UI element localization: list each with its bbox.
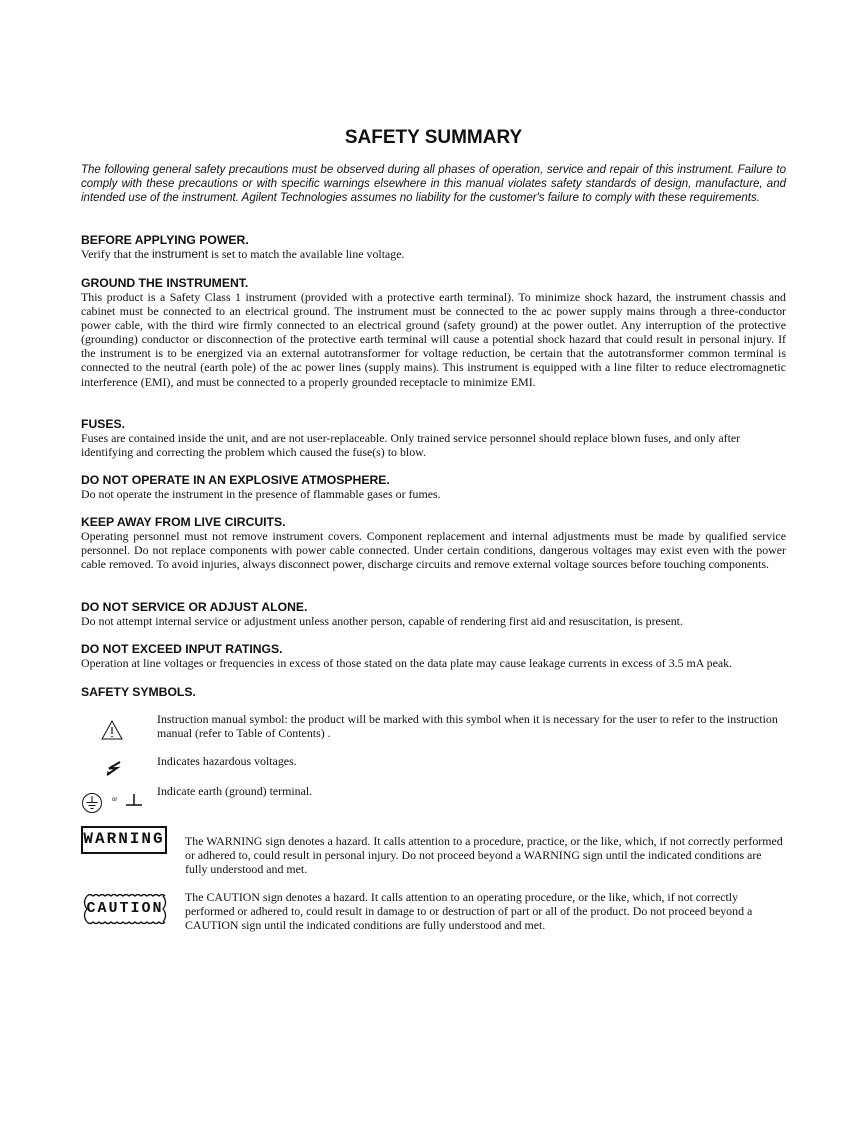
instruction-manual-triangle-icon: [101, 720, 123, 740]
section-service-alone: [81, 600, 786, 628]
symbol-description: Indicate earth (ground) terminal.: [157, 784, 313, 798]
section-body: Operation at line voltages or frequencies in excess of those stated on the data plate may cause leakage currents in excess of 3.5 mA peak.: [81, 656, 733, 670]
section-safety-symbols: [81, 685, 786, 699]
caution-label: CAUTION: [86, 900, 164, 917]
symbol-description: Instruction manual symbol: the product will be marked with this symbol when it is necessary for the user to refer to the instruction manual (refer to Table of Contents) .: [157, 712, 778, 741]
caution-sign: [81, 892, 169, 926]
protective-earth-icon: [81, 792, 103, 814]
section-heading: GROUND THE INSTRUMENT.: [81, 276, 249, 290]
hazardous-voltage-icon: [105, 760, 123, 776]
symbol-description: Indicates hazardous voltages.: [157, 754, 297, 768]
page-title: SAFETY SUMMARY: [344, 127, 523, 148]
section-heading: FUSES.: [81, 417, 126, 431]
body-text: Verify that the: [81, 247, 152, 261]
section-heading: SAFETY SYMBOLS.: [81, 685, 196, 699]
or-label: or: [112, 797, 118, 803]
symbol-row-hazardous-voltage: [81, 754, 786, 780]
section-body: Fuses are contained inside the unit, and are not user-replaceable. Only trained service personnel should replace blown fuses, and only after identifying and correcting the problem which caused the fuse(s) to blow.: [81, 431, 741, 460]
symbol-row-instruction-manual: [81, 712, 786, 744]
section-ground-the-instrument: [81, 276, 786, 389]
earth-ground-icon: [125, 793, 143, 807]
section-before-applying-power: [81, 233, 786, 261]
section-fuses: [81, 417, 786, 459]
warning-description: The WARNING sign denotes a hazard. It calls attention to a procedure, practice, or the like, which, if not correctly performed or adhered to, could result in personal injury. Do not proceed beyond a WARNING sign until the indicated conditions are fully understood and met.: [185, 834, 783, 877]
warning-block: [81, 826, 786, 876]
section-heading: DO NOT SERVICE OR ADJUST ALONE.: [81, 600, 308, 614]
caution-block: [81, 886, 786, 936]
body-text: is set to match the available line voltage.: [208, 247, 405, 261]
caution-description: The CAUTION sign denotes a hazard. It calls attention to an operating procedure, or the like, which, if not correctly performed or adhered to, could result in damage to or destruction of part or all of the product. Do not proceed beyond a CAUTION sign until the indicated conditions are fully understood and met.: [185, 890, 753, 933]
body-text-instrument: instrument: [152, 247, 209, 261]
section-heading: DO NOT OPERATE IN AN EXPLOSIVE ATMOSPHERE.: [81, 473, 390, 487]
symbol-row-earth-ground: [81, 784, 786, 814]
intro-paragraph: The following general safety precautions must be observed during all phases of operation, service and repair of this instrument. Failure to comply with these precautions or with specific warnings elsewhere in this manual violates safety standards of design, manufacture, and intended use of the instrument. Agilent Technologies assumes no liability for the customer's failure to comply with these requirements.: [81, 164, 786, 205]
warning-sign: WARNING: [81, 826, 167, 854]
section-live-circuits: [81, 515, 786, 571]
section-body: This product is a Safety Class 1 instrument (provided with a protective earth terminal). To minimize shock hazard, the instrument chassis and cabinet must be connected to an electrical ground. The instrument must be connected to the ac power supply mains through a three-conductor power cable, with the third wire firmly connected to an electrical ground (safety ground) at the power outlet. Any interruption of the protective (grounding) conductor or disconnection of the protective earth terminal will cause a potential shock hazard that could result in personal injury. If the instrument is to be energized via an external autotransformer for voltage reduction, be certain that the autotransformer common terminal is connected to the neutral (earth pole) of the ac power lines (supply mains). This instrument is equipped with a line filter to reduce electromagnetic interference (EMI), and must be connected to a properly grounded receptacle to minimize EMI.: [81, 290, 786, 389]
section-heading: BEFORE APPLYING POWER.: [81, 233, 249, 247]
section-body: Do not operate the instrument in the presence of flammable gases or fumes.: [81, 487, 441, 501]
section-body: Do not attempt internal service or adjustment unless another person, capable of rendering first aid and resuscitation, is present.: [81, 614, 683, 628]
section-explosive-atmosphere: [81, 473, 786, 501]
section-body: Operating personnel must not remove instrument covers. Component replacement and internal adjustments must be made by qualified service personnel. Do not replace components with power cable connected. Under certain conditions, dangerous voltages may exist even with the power cable removed. To avoid injuries, always disconnect power, discharge circuits and remove external voltage sources before touching components.: [81, 529, 786, 572]
section-body: [81, 247, 786, 261]
section-input-ratings: [81, 642, 786, 670]
section-heading: DO NOT EXCEED INPUT RATINGS.: [81, 642, 283, 656]
section-heading: KEEP AWAY FROM LIVE CIRCUITS.: [81, 515, 286, 529]
